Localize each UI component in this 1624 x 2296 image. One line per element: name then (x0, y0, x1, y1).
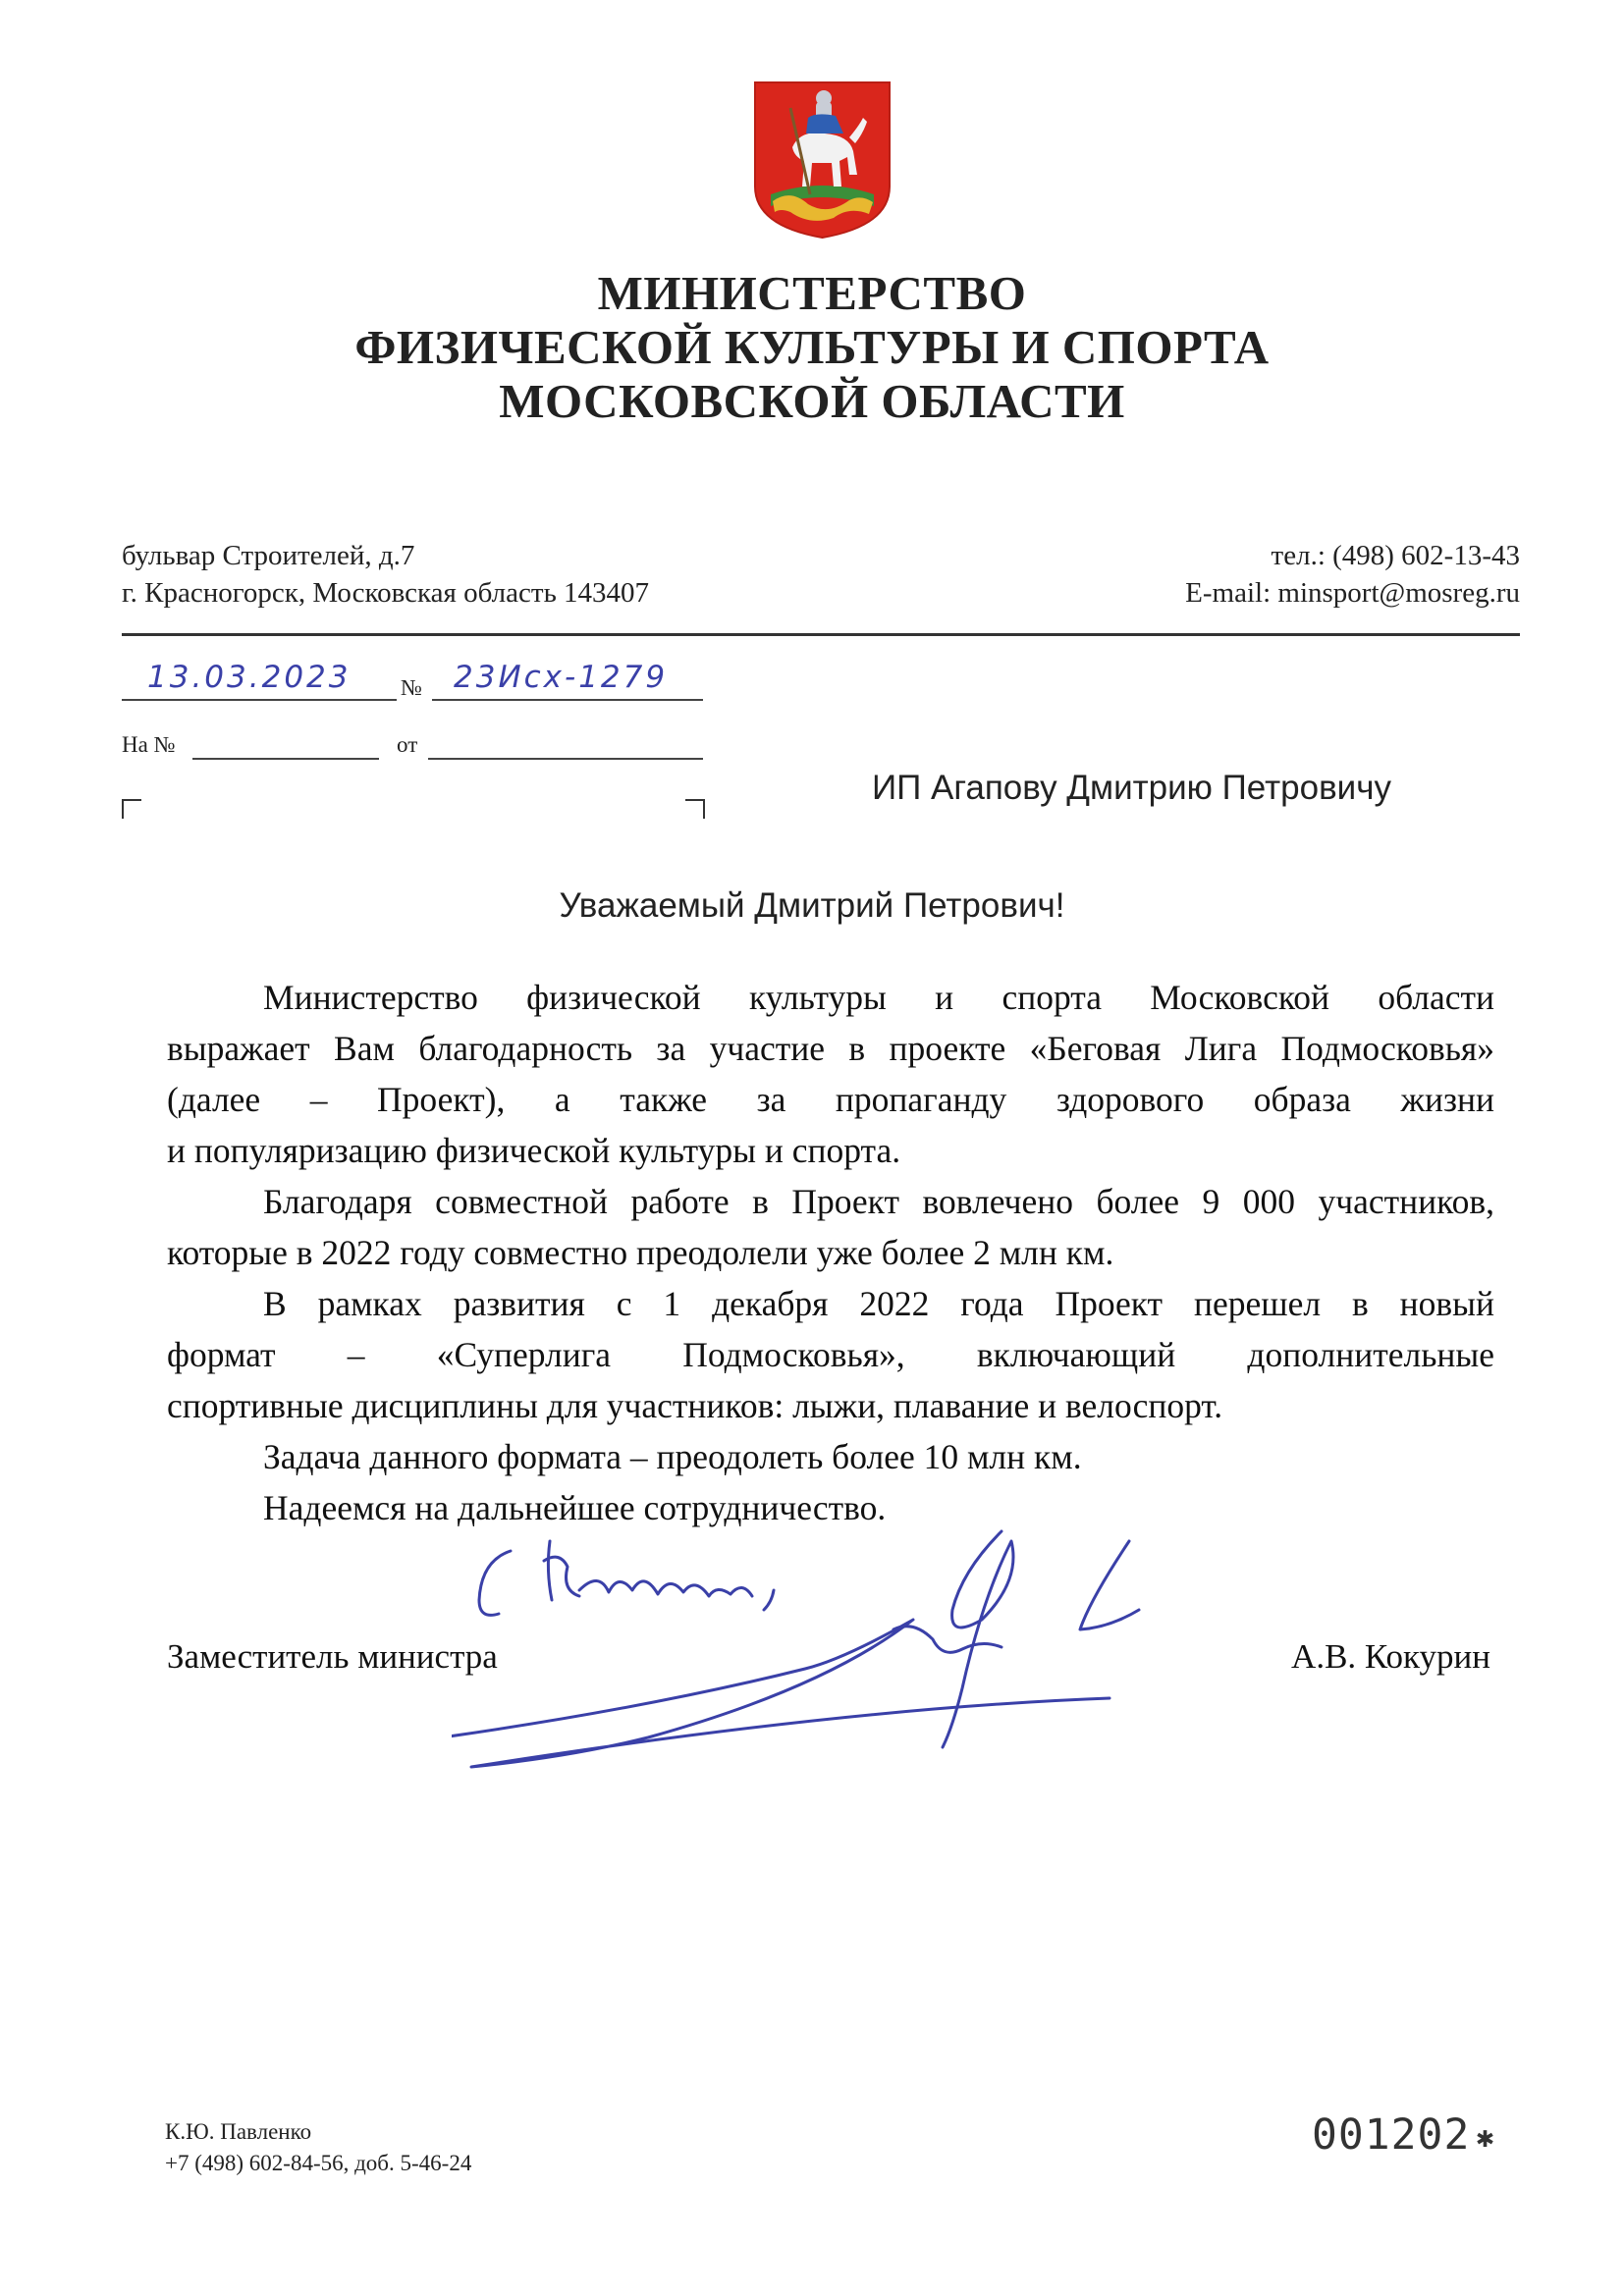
phone-line: тел.: (498) 602-13-43 (1271, 540, 1520, 571)
letter-body (167, 972, 1494, 1533)
body-p2-line-2: которые в 2022 году совместно преодолели уже более 2 млн км. (167, 1233, 1114, 1272)
address-corner-right (685, 799, 705, 819)
body-p1-line-2: выражает Вам благодарность за участие в проекте «Беговая Лига Подмосковья» (167, 1029, 1494, 1068)
reply-from-underline (428, 758, 703, 760)
ministry-title-line-1: МИНИСТЕРСТВО (597, 266, 1027, 320)
executor-phone: +7 (498) 602-84-56, доб. 5-46-24 (165, 2151, 472, 2175)
email-line: E-mail: minsport@mosreg.ru (1185, 577, 1520, 609)
registration-number: 23Исх-1279 (454, 660, 669, 695)
number-underline (432, 699, 703, 701)
body-p3-line-3: спортивные дисциплины для участников: лыжи, плавание и велоспорт. (167, 1386, 1223, 1425)
salutation: Уважаемый Дмитрий Петрович! (559, 886, 1065, 925)
reply-number-underline (192, 758, 379, 760)
address-line-2: г. Красногорск, Московская область 143407 (122, 577, 650, 609)
body-p2-line-1: Благодаря совместной работе в Проект вовлечено более 9 000 участников, (263, 1182, 1494, 1221)
reply-from-label: от (397, 732, 418, 757)
addressee: ИП Агапову Дмитрию Петровичу (872, 769, 1391, 807)
body-p3-line-1: В рамках развития с 1 декабря 2022 года Проект перешел в новый (263, 1284, 1494, 1323)
body-p3-line-2: формат – «Суперлига Подмосковья», включающий дополнительные (167, 1335, 1494, 1374)
address-corner-left (122, 799, 141, 819)
ministry-title-line-3: МОСКОВСКОЙ ОБЛАСТИ (499, 374, 1125, 428)
serial-mark: ✱ (1476, 2120, 1495, 2155)
reply-number-label: На № (122, 732, 176, 757)
body-p4: Задача данного формата – преодолеть более 10 млн км. (263, 1437, 1082, 1476)
body-p1-line-1: Министерство физической культуры и спорта Московской области (263, 978, 1494, 1017)
executor-name: К.Ю. Павленко (165, 2119, 312, 2144)
moscow-oblast-coat-of-arms-icon (751, 79, 893, 240)
header-divider (122, 633, 1520, 636)
document-serial (1312, 2110, 1494, 2160)
date-underline (122, 699, 397, 701)
address-line-1: бульвар Строителей, д.7 (122, 540, 415, 571)
serial-number: 001202 (1312, 2110, 1471, 2160)
body-p1-line-4: и популяризацию физической культуры и спорта. (167, 1131, 901, 1170)
body-p5: Надеемся на дальнейшее сотрудничество. (263, 1488, 887, 1527)
registration-date: 13.03.2023 (147, 660, 352, 695)
signer-name: А.В. Кокурин (1291, 1637, 1490, 1676)
number-label: № (401, 675, 422, 700)
ministry-title-line-2: ФИЗИЧЕСКОЙ КУЛЬТУРЫ И СПОРТА (354, 320, 1270, 374)
handwritten-signature (452, 1512, 1159, 1787)
body-p1-line-3: (далее – Проект), а также за пропаганду здорового образа жизни (167, 1080, 1494, 1119)
signer-position: Заместитель министра (167, 1637, 498, 1676)
